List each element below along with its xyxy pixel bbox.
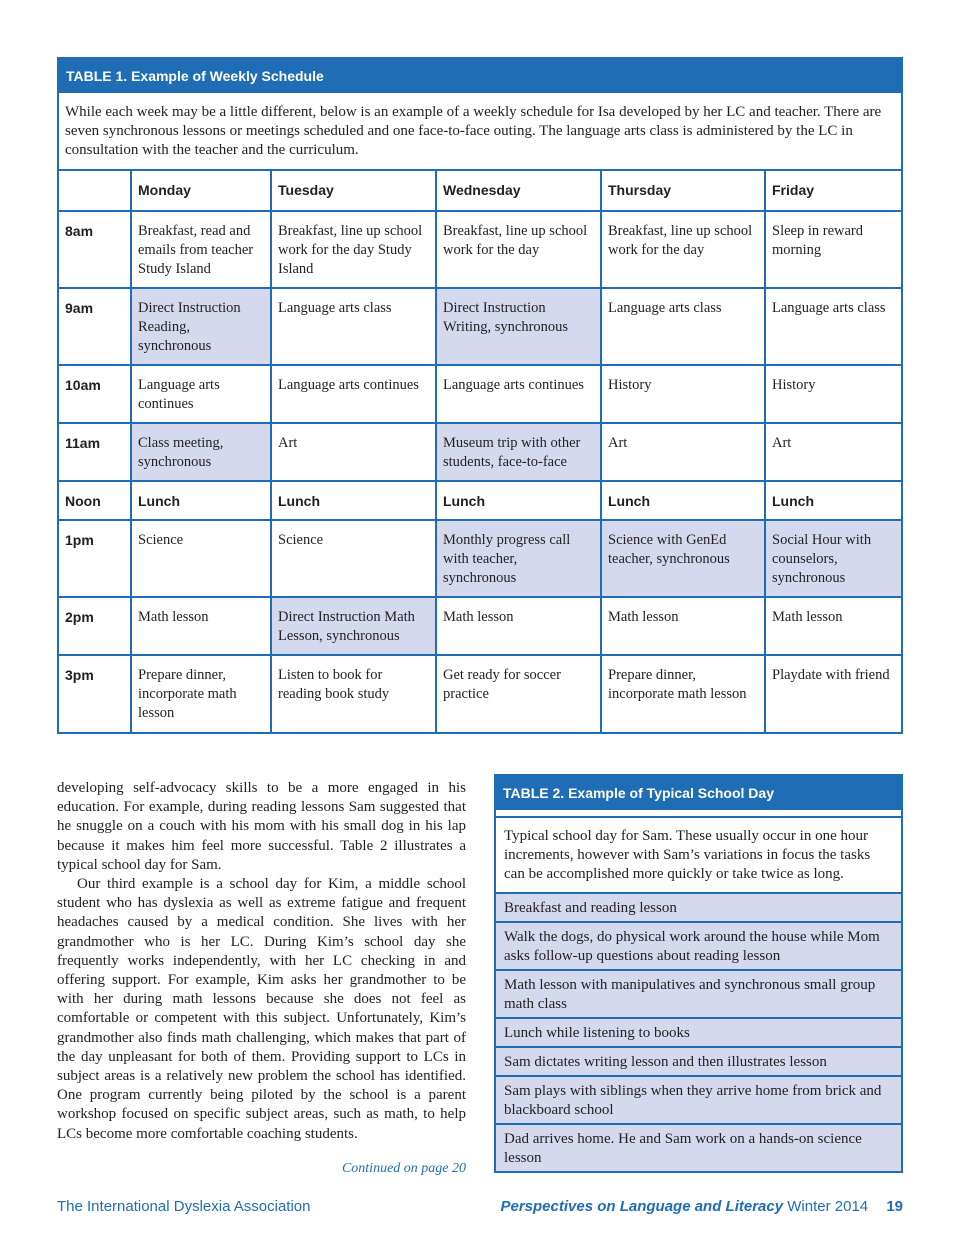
day-header: Tuesday	[271, 171, 436, 211]
time-cell: 11am	[59, 423, 131, 481]
schedule-cell: History	[601, 365, 765, 423]
schedule-cell: Listen to book for reading book study	[271, 655, 436, 732]
schedule-cell: Sleep in reward morning	[765, 211, 901, 288]
schedule-cell: Language arts class	[271, 288, 436, 365]
schedule-cell: Get ready for soccer practice	[436, 655, 601, 732]
article-paragraph: developing self-advocacy skills to be a more engaged in his education. For example, during reading lessons Sam suggested that he snuggle on a couch with his mom with his small dog in his lap because it makes him feel more successful. Table 2 illustrates a typical school day for Sam.	[57, 780, 466, 873]
schedule-cell: Direct Instruction Math Lesson, synchronous	[271, 597, 436, 655]
footer-issue: Winter 2014	[787, 1198, 869, 1215]
table-row	[59, 520, 901, 597]
time-cell: 8am	[59, 211, 131, 288]
list-item: Math lesson with manipulatives and synchronous small group math class	[496, 969, 901, 1017]
article-body	[57, 779, 466, 1144]
page-number: 19	[886, 1198, 903, 1215]
schedule-cell: Lunch	[131, 481, 271, 520]
schedule-cell: Language arts class	[601, 288, 765, 365]
day-header: Friday	[765, 171, 901, 211]
table-row	[59, 211, 901, 288]
table2	[494, 774, 903, 1173]
schedule-cell: Language arts continues	[436, 365, 601, 423]
time-cell: 9am	[59, 288, 131, 365]
schedule-cell: Breakfast, line up school work for the day	[436, 211, 601, 288]
weekly-schedule-table	[59, 171, 901, 732]
schedule-cell: Language arts continues	[131, 365, 271, 423]
schedule-cell: Class meeting, synchronous	[131, 423, 271, 481]
time-cell: Noon	[59, 481, 131, 520]
table1-corner	[59, 171, 131, 211]
list-item: Sam dictates writing lesson and then illustrates lesson	[496, 1046, 901, 1075]
list-item: Lunch while listening to books	[496, 1017, 901, 1046]
day-header: Thursday	[601, 171, 765, 211]
schedule-cell: Art	[765, 423, 901, 481]
table1-title: TABLE 1. Example of Weekly Schedule	[59, 59, 901, 93]
schedule-cell: Math lesson	[601, 597, 765, 655]
schedule-cell: Breakfast, line up school work for the day Study Island	[271, 211, 436, 288]
table1-header-row	[59, 171, 901, 211]
schedule-cell: Lunch	[436, 481, 601, 520]
list-item: Dad arrives home. He and Sam work on a hands-on science lesson	[496, 1123, 901, 1171]
schedule-cell: Science with GenEd teacher, synchronous	[601, 520, 765, 597]
schedule-cell: Monthly progress call with teacher, synchronous	[436, 520, 601, 597]
schedule-cell: Science	[271, 520, 436, 597]
schedule-cell: Direct Instruction Writing, synchronous	[436, 288, 601, 365]
table-row	[59, 365, 901, 423]
schedule-cell: Social Hour with counselors, synchronous	[765, 520, 901, 597]
day-header: Wednesday	[436, 171, 601, 211]
table1	[57, 57, 903, 734]
list-item: Breakfast and reading lesson	[496, 892, 901, 921]
table-row	[59, 597, 901, 655]
table-row	[59, 655, 901, 732]
schedule-cell: Language arts class	[765, 288, 901, 365]
time-cell: 2pm	[59, 597, 131, 655]
table2-intro: Typical school day for Sam. These usually occur in one hour increments, however with Sam’s variations in focus the tasks can be accomplished more quickly or take twice as long.	[496, 816, 901, 892]
schedule-cell: Lunch	[601, 481, 765, 520]
schedule-cell: Breakfast, line up school work for the day	[601, 211, 765, 288]
table1-intro: While each week may be a little different, below is an example of a weekly schedule for Isa developed by her LC and teacher. There are seven synchronous lessons or meetings scheduled and one face-to-face outing. The language arts class is administered by the LC in consultation with the teacher and the curriculum.	[59, 93, 901, 171]
schedule-cell: Museum trip with other students, face-to-face	[436, 423, 601, 481]
footer-org: The International Dyslexia Association	[57, 1198, 311, 1215]
schedule-cell: Art	[601, 423, 765, 481]
schedule-cell: Direct Instruction Reading, synchronous	[131, 288, 271, 365]
schedule-cell: Language arts continues	[271, 365, 436, 423]
list-item: Sam plays with siblings when they arrive home from brick and blackboard school	[496, 1075, 901, 1123]
time-cell: 3pm	[59, 655, 131, 732]
schedule-cell: Art	[271, 423, 436, 481]
day-header: Monday	[131, 171, 271, 211]
table-row	[59, 288, 901, 365]
footer-publication: Perspectives on Language and Literacy	[500, 1198, 784, 1215]
table-row	[59, 481, 901, 520]
footer-publication-line	[500, 1198, 903, 1215]
schedule-cell: Math lesson	[765, 597, 901, 655]
article-paragraph: Our third example is a school day for Kim, a middle school student who has dyslexia as well as extreme fatigue and frequent headaches caused by a medical condition. She lives with her grandmother who is her LC. During Kim’s school day she frequently works independently, with her LC checking in and offering support. For example, Kim asks her grandmother to be with her during math lessons because she does not feel as comfortable or competent with this subject. Unfortunately, Kim’s grandmother also finds math challenging, which makes that part of the day unpleasant for both of them. Providing support to LCs in subject areas is a relatively new problem the school has identified. One program currently being piloted by the school is a parent workshop focused on specific subject areas, such as math, to help LCs become more comfortable coaching students.	[57, 876, 466, 1142]
schedule-cell: Science	[131, 520, 271, 597]
schedule-cell: Breakfast, read and emails from teacher Study Island	[131, 211, 271, 288]
table2-title: TABLE 2. Example of Typical School Day	[496, 776, 901, 810]
schedule-cell: Prepare dinner, incorporate math lesson	[131, 655, 271, 732]
list-item: Walk the dogs, do physical work around the house while Mom asks follow-up questions about reading lesson	[496, 921, 901, 969]
continued-link: Continued on page 20	[341, 1161, 466, 1176]
schedule-cell: History	[765, 365, 901, 423]
schedule-cell: Math lesson	[131, 597, 271, 655]
schedule-cell: Prepare dinner, incorporate math lesson	[601, 655, 765, 732]
schedule-cell: Lunch	[765, 481, 901, 520]
table-row	[59, 423, 901, 481]
schedule-cell: Math lesson	[436, 597, 601, 655]
schedule-cell: Playdate with friend	[765, 655, 901, 732]
time-cell: 10am	[59, 365, 131, 423]
time-cell: 1pm	[59, 520, 131, 597]
schedule-cell: Lunch	[271, 481, 436, 520]
